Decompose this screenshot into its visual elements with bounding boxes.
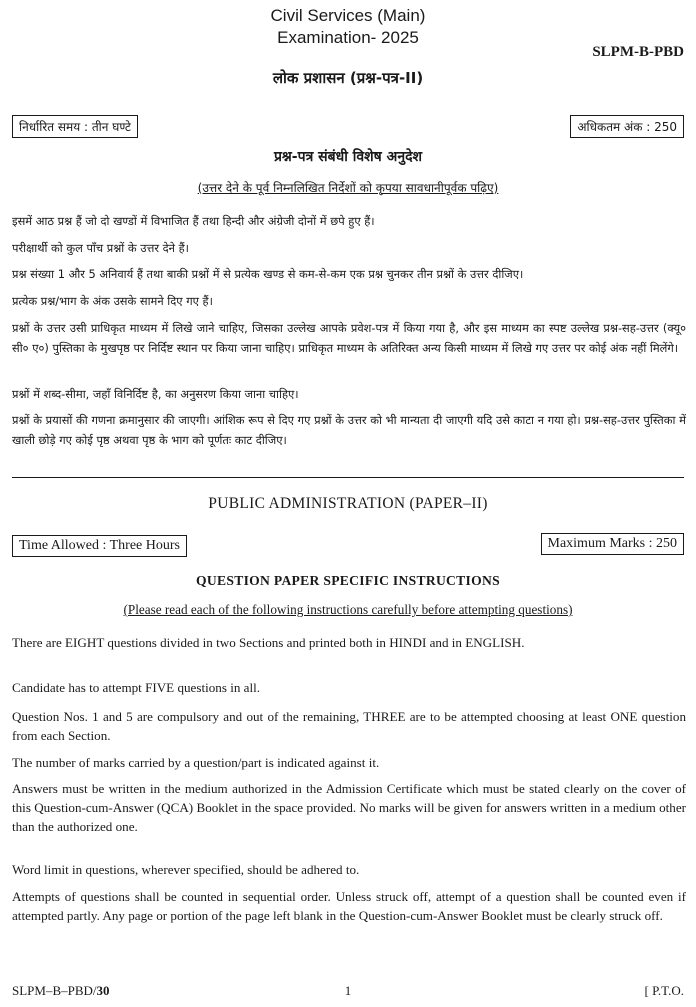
english-subject-title: PUBLIC ADMINISTRATION (PAPER–II) bbox=[208, 495, 488, 512]
english-time-allowed-box: Time Allowed : Three Hours bbox=[12, 535, 187, 557]
english-instructions-heading: QUESTION PAPER SPECIFIC INSTRUCTIONS bbox=[195, 573, 500, 588]
exam-title-line1: Civil Services (Main) bbox=[270, 6, 426, 25]
exam-title-line2: Examination- 2025 bbox=[277, 28, 419, 47]
english-instruction-3: Question Nos. 1 and 5 are compulsory and out of the remaining, THREE are to be attempted choosing at least ONE question from each Section. bbox=[12, 709, 686, 743]
hindi-instruction-6: प्रश्नों में शब्द-सीमा, जहाँ विनिर्दिष्ट है, का अनुसरण किया जाना चाहिए। bbox=[12, 387, 299, 401]
hindi-instructions-heading: प्रश्न-पत्र संबंधी विशेष अनुदेश bbox=[273, 149, 423, 165]
hindi-instruction-2: परीक्षार्थी को कुल पाँच प्रश्नों के उत्तर देने हैं। bbox=[12, 241, 189, 255]
footer-paper-code: SLPM–B–PBD/30 bbox=[12, 983, 110, 998]
english-instructions-subheading: (Please read each of the following instructions carefully before attempting questions) bbox=[123, 602, 573, 617]
footer-page-number: 1 bbox=[344, 983, 352, 998]
english-instruction-7: Attempts of questions shall be counted in sequential order. Unless struck off, attempt of a question shall be counted even if attempted partly. Any page or portion of the page left blank in the Question-cum-Answer Booklet must be clearly struck off. bbox=[12, 889, 686, 923]
hindi-instructions-subheading: (उत्तर देने के पूर्व निम्नलिखित निर्देशों को कृपया सावधानीपूर्वक पढ़िए) bbox=[197, 181, 499, 195]
english-instruction-1: There are EIGHT questions divided in two Sections and printed both in HINDI and in ENGLISH. bbox=[12, 635, 525, 650]
hindi-instruction-1: इसमें आठ प्रश्न हैं जो दो खण्डों में विभाजित हैं तथा हिन्दी और अंग्रेजी दोनों में छपे हुए हैं। bbox=[12, 214, 375, 228]
hindi-instruction-7: प्रश्नों के प्रयासों की गणना क्रमानुसार की जाएगी। आंशिक रूप से दिए गए प्रश्नों के उत्तर को भी मान्यता दी जाएगी यदि उसे काटा न गया हो। प्रश्न-सह-उत्तर पुस्तिका में खाली छोड़े गए कोई पृष्ठ अथवा पृष्ठ के भाग को पूर्णतः काट दीजिए। bbox=[12, 413, 686, 447]
hindi-subject-title: लोक प्रशासन (प्रश्न-पत्र-II) bbox=[272, 69, 424, 87]
hindi-instruction-3: प्रश्न संख्या 1 और 5 अनिवार्य हैं तथा बाकी प्रश्नों में से प्रत्येक खण्ड से कम-से-कम एक प्रश्न चुनकर तीन प्रश्नों के उत्तर दीजिए। bbox=[12, 267, 524, 281]
english-instruction-2: Candidate has to attempt FIVE questions in all. bbox=[12, 680, 261, 695]
hindi-instruction-4: प्रत्येक प्रश्न/भाग के अंक उसके सामने दिए गए हैं। bbox=[12, 294, 213, 308]
footer-pto: [ P.T.O. bbox=[644, 983, 684, 998]
hindi-instruction-5: प्रश्नों के उत्तर उसी प्राधिकृत माध्यम में लिखे जाने चाहिए, जिसका उल्लेख आपके प्रवेश-पत्र में किया गया है, और इस माध्यम का स्पष्ट उल्लेख प्रश्न-सह-उत्तर (क्यू० सी० ए०) पुस्तिका के मुखपृष्ठ पर निर्दिष्ट स्थान पर किया जाना चाहिए। प्राधिकृत माध्यम के अतिरिक्त अन्य किसी माध्यम में लिखे गए उत्तर पर कोई अंक नहीं मिलेंगे। bbox=[12, 321, 686, 355]
section-divider bbox=[12, 477, 684, 478]
english-instruction-6: Word limit in questions, wherever specified, should be adhered to. bbox=[12, 862, 360, 877]
hindi-time-allowed-box: निर्धारित समय : तीन घण्टे bbox=[12, 115, 138, 138]
english-instruction-4: The number of marks carried by a question/part is indicated against it. bbox=[12, 755, 380, 770]
english-instruction-5: Answers must be written in the medium authorized in the Admission Certificate which must be stated clearly on the cover of this Question-cum-Answer (QCA) Booklet in the space provided. No marks will be given for answers written in a medium other than the authorized one. bbox=[12, 781, 686, 834]
hindi-max-marks-box: अधिकतम अंक : 250 bbox=[570, 115, 684, 138]
english-max-marks-box: Maximum Marks : 250 bbox=[541, 533, 685, 555]
paper-code: SLPM-B-PBD bbox=[592, 44, 684, 60]
